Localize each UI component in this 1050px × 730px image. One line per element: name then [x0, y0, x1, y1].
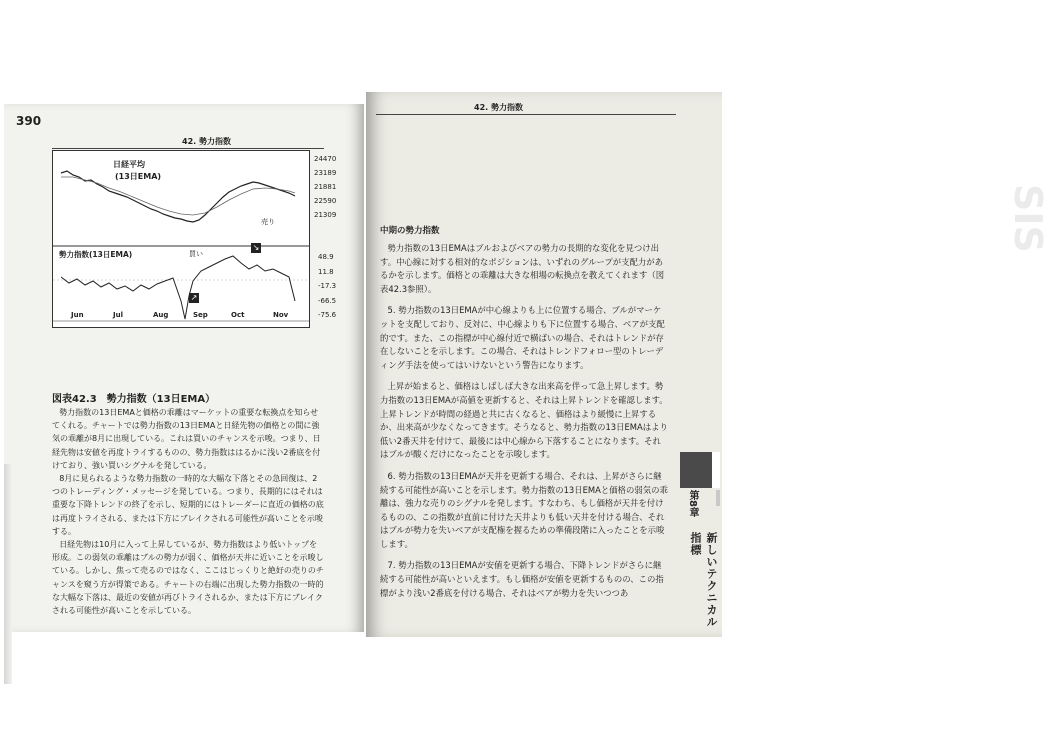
price-axis-label: 22590 — [314, 197, 337, 205]
right-header-rule — [376, 114, 676, 115]
tab-stripe — [716, 490, 720, 506]
force-index-line — [61, 256, 295, 319]
paragraph: 日経先物は10月に入って上昇しているが、勢力指数はより低いトップを形成。この弱気の乖離はブルの勢力が弱く、価格が天井に近いことを示唆している。しかし、焦って売るのではなく、ここはじっくりと絶好の売りのチャンスを窺う方が得策である。チャートの右端に出現した勢力指数の一時的な大幅な下落は、最近の安値が再びトライされるか、または下方にブレイクされる可能性が高いことを示している。 — [52, 540, 324, 616]
paragraph: 7. 勢力指数の13日EMAが安値を更新する場合、下降トレンドがさらに継続する可能性が高いといえます。もし価格が安値を更新するものの、この指標がより浅い2番底を付ける場合、それはベアが勢力を失いつつあ — [380, 560, 664, 598]
price-axis-labels — [314, 152, 336, 222]
figure-chart — [52, 150, 310, 328]
price-axis-label: 23189 — [314, 169, 337, 177]
left-running-head: 42. 勢力指数 — [182, 137, 231, 146]
page-edge-shadow — [4, 464, 12, 684]
paragraph: 8月に見られるような勢力指数の一時的な大幅な下落とその急回復は、2つのトレーディング・メッセージを発している。つまり、長期的にはそれは重要な下降トレンドの終了を示し、短期的にはトレーダーに直近の価格の底は再度トライされる、または下方にブレイクされる可能性が高いことを示唆する。 — [52, 474, 324, 536]
left-page — [4, 104, 364, 632]
force-axis-label: -66.5 — [318, 296, 337, 305]
paragraph: 上昇が始まると、価格はしばしば大きな出来高を伴って急上昇します。勢力指数の13日EMAが高値を更新すると、それは上昇トレンドを確認します。上昇トレンドが時間の経過と共に古くなると、価格はより緩慢に上昇するか、出来高が少なくなってきます。そうなると、勢力指数の13日EMAはより低い2番天井を付けて、最後には中心線から下落することになります。それはブルが酸くだけになったことを示唆します。 — [380, 381, 668, 460]
upper-chart-title-1: 日経平均 — [113, 160, 145, 169]
month-label: Jul — [113, 311, 123, 319]
force-axis-label: 11.8 — [318, 267, 334, 276]
month-label: Jun — [71, 311, 84, 319]
lower-chart-title: 勢力指数(13日EMA) — [59, 250, 133, 259]
tab-stripe — [712, 452, 720, 488]
price-axis-label: 21309 — [314, 211, 337, 219]
paragraph: 5. 勢力指数の13日EMAが中心線よりも上に位置する場合、ブルがマーケットを支配しており、反対に、中心線よりも下に位置する場合、ベアが支配的です。また、この指標が中心線付近で横ばいの場合、それはトレンドが存在しないことを示します。この場合、それはトレンドフォロー型のトレーディング手法を使ってはいけないという警告になります。 — [380, 305, 665, 370]
chapter-badge: 第8章 — [687, 490, 698, 517]
chapter-title: 新しいテクニカル指標 — [689, 532, 718, 628]
right-running-head: 42. 勢力指数 — [474, 103, 523, 112]
month-label: Sep — [193, 311, 208, 319]
upper-chart-title-2: (13日EMA) — [115, 172, 162, 181]
price-line — [61, 171, 295, 222]
right-body-text — [380, 242, 668, 608]
month-label: Aug — [153, 311, 169, 319]
show-through-text: SIS — [1006, 184, 1050, 253]
force-axis-label: -17.3 — [318, 282, 337, 290]
force-axis-label: -75.6 — [318, 311, 337, 319]
sell-arrow-box: ↘ — [252, 243, 260, 252]
month-label: Oct — [231, 311, 245, 319]
sell-label: 売り — [261, 218, 275, 226]
price-axis-label: 21881 — [314, 183, 337, 191]
section-label: 中期の勢力指数 — [380, 226, 440, 236]
page-number: 390 — [16, 114, 42, 128]
force-axis-labels — [318, 250, 336, 323]
left-body-text — [52, 406, 324, 617]
force-axis-label: 48.9 — [318, 253, 334, 261]
price-axis-label: 24470 — [314, 155, 337, 163]
month-label: Nov — [273, 311, 289, 319]
paragraph: 勢力指数の13日EMAと価格の乖離はマーケットの重要な転換点を知らせてくれる。チャートでは勢力指数の13日EMAと日経先物の価格との間に強気の乖離が8月に出現している。これは買いのチャンスを示唆。つまり、日経先物は安値を再度トライするものの、勢力指数ははるかに浅い2番底を付けており、強い買いシグナルを発している。 — [52, 408, 321, 470]
chart-svg — [53, 151, 309, 327]
open-book — [4, 92, 1050, 637]
figure-caption: 図表42.3 勢力指数（13日EMA） — [52, 394, 216, 405]
paragraph: 勢力指数の13日EMAはブルおよびベアの勢力の長期的な変化を見つけ出す。中心線に対する相対的なポジションは、いずれのグループが支配力があるかを示します。価格との乖離は大きな相場の転換点を教えてくれます（図表42.3参照）。 — [380, 243, 665, 294]
left-header-rule — [52, 148, 324, 149]
paragraph: 6. 勢力指数の13日EMAが天井を更新する場合、それは、上昇がさらに継続する可能性が高いことを示します。勢力指数の13日EMAと価格の弱気の乖離は、強力な売りのシグナルを発します。すなわち、もし価格が天井を付けるものの、この指数が直前に付けた天井よりも低い天井を付ける場合、それはブルが勢力を失いベアが支配権を握るための準備段階に入ったことを示唆します。 — [380, 470, 668, 549]
buy-arrow-box: ↗ — [190, 293, 198, 302]
buy-label: 買い — [189, 250, 203, 258]
